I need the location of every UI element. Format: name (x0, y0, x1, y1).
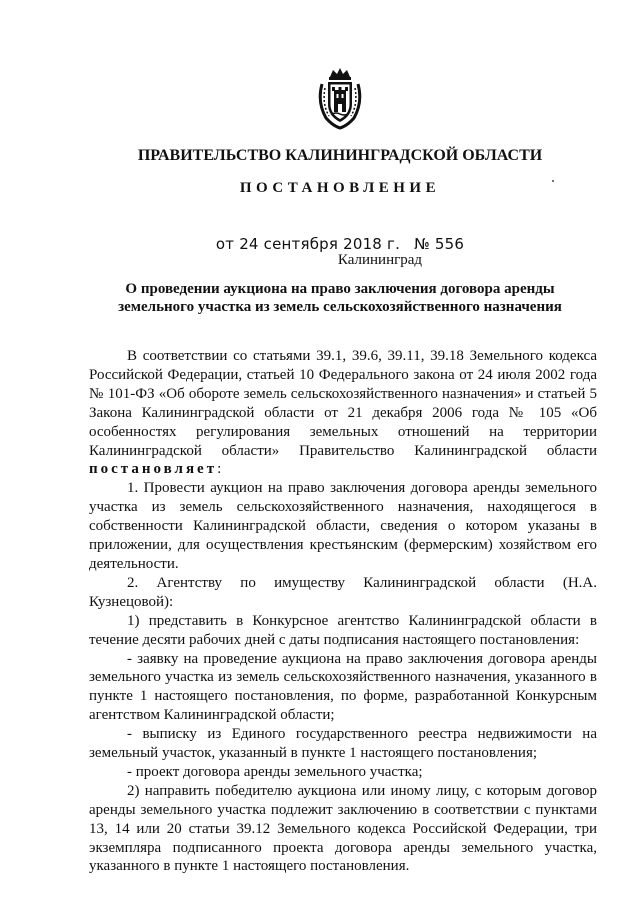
coat-of-arms-emblem (313, 66, 367, 130)
subparagraph-2-2: 2) направить победителю аукциона или иному лицу, с которым договор аренды земельного участка подлежит заключению в соответствии с пунктами 13, 14 или 20 статьи 39.12 Земельного кодекса Российской Федерации, три экземпляра подписанного проекта договора аренды земельного участка, указанного в пункте 1 настоящего постановления. (89, 782, 597, 875)
date-prefix: от (215, 235, 235, 253)
subject-line: О проведении аукциона на право заключения договора аренды (125, 281, 555, 297)
subparagraph-2-1: 1) представить в Конкурсное агентство Калининградской области в течение десяти рабочих дней с даты подписания настоящего постановления: (89, 612, 597, 648)
paragraph-1: 1. Провести аукцион на право заключения договора аренды земельного участка из земель сельскохозяйственного назначения, находящегося в собственности Калининградской области, сведения о котором указаны в приложении, для осуществления крестьянским (фермерским) хозяйством его деятельности. (89, 480, 597, 572)
scan-speck (552, 180, 554, 182)
document-type: ПОСТАНОВЛЕНИЕ (239, 180, 441, 196)
date-year: 2018 г. (343, 235, 401, 253)
bullet-item: - проект договора аренды земельного участка; (127, 763, 423, 780)
intro-paragraph: В соответствии со статьями 39.1, 39.6, 39.11, 39.18 Земельного кодекса Российской Федерации, статьей 10 Федерального закона от 24 июля 2002 года № 101-ФЗ «Об обороте земель сельскохозяйственного назначения» и статьей 5 Закона Калининградской области от 21 декабря 2006 года № 105 «Об особенностях регулирования земельных отношений на территории Калининградской области» Правительство Калининградской области постановляет: (89, 348, 597, 478)
date-day: 24 (239, 235, 259, 253)
number-sign: № (414, 235, 430, 253)
bullet-item: - выписку из Единого государственного реестра недвижимости на земельный участок, указанный в пункте 1 настоящего постановления; (89, 726, 597, 762)
government-name: ПРАВИТЕЛЬСТВО КАЛИНИНГРАДСКОЙ ОБЛАСТИ (137, 147, 543, 164)
intro-text: В соответствии со статьями 39.1, 39.6, 39.11, 39.18 Земельного кодекса Российской Федерации, статьей 10 Федерального закона от 24 июля 2002 года № 101-ФЗ «Об обороте земель сельскохозяйственного назначения» и статьей 5 Закона Калининградской области от 21 декабря 2006 года № 105 «Об особенностях регулирования земельных отношений на территории Калининградской области» Правительство Калининградской области (89, 348, 597, 459)
document-number: 556 (434, 235, 465, 253)
subject-line: земельного участка из земель сельскохозяйственного назначения (118, 299, 562, 315)
city: Калининград (337, 252, 423, 268)
date-number-line (0, 235, 640, 253)
document-body (89, 347, 597, 876)
paragraph-2: 2. Агентству по имуществу Калининградской области (Н.А. Кузнецовой): (89, 574, 597, 610)
date-month: сентября (263, 235, 339, 253)
decree-word: постановляет (89, 461, 218, 478)
bullet-item: - заявку на проведение аукциона на право заключения договора аренды земельного участка из земель сельскохозяйственного назначения, указанного в пункте 1 настоящего постановления, по форме, разработанной Конкурсным агентством Калининградской области; (89, 650, 597, 724)
document-subject (0, 280, 640, 316)
